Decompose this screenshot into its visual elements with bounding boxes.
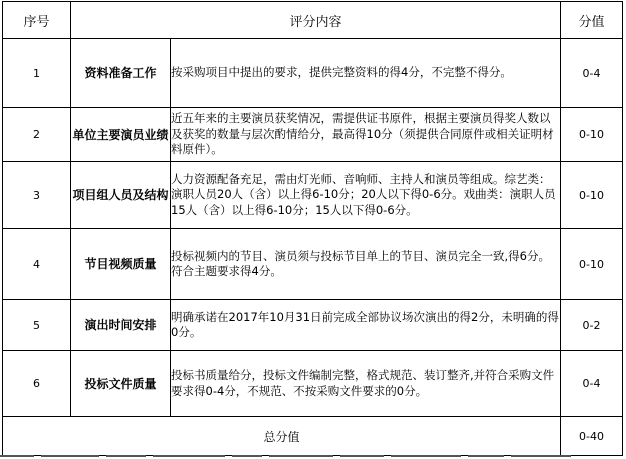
row-score: 0-10 <box>561 162 623 229</box>
table-row <box>3 162 623 229</box>
total-score: 0-40 <box>561 417 623 456</box>
row-index: 2 <box>3 108 71 162</box>
row-index: 6 <box>3 351 71 417</box>
cropped-text-line <box>0 451 626 459</box>
row-index: 1 <box>3 39 71 108</box>
row-score: 0-4 <box>561 39 623 108</box>
row-score: 0-2 <box>561 300 623 351</box>
row-description: 人力资源配备充足，需由灯光师、音响师、主持人和演员等组成。综艺类：演职人员20人（含）以上得6-10分；20人以下得0-6分。戏曲类：演职人员15人（含）以上得6-10分；15人以下得0-6分。 <box>171 162 561 229</box>
scoring-table <box>2 1 623 456</box>
header-index: 序号 <box>3 2 71 39</box>
header-score: 分值 <box>561 2 623 39</box>
table-row <box>3 229 623 300</box>
row-category: 项目组人员及结构 <box>71 162 171 229</box>
row-category: 资料准备工作 <box>71 39 171 108</box>
row-description: 投标视频内的节目、演员须与投标节目单上的节目、演员完全一致,得6分。符合主题要求得4分。 <box>171 229 561 300</box>
row-description: 明确承诺在2017年10月31日前完成全部协议场次演出的得2分，未明确的得0分。 <box>171 300 561 351</box>
table-row <box>3 39 623 108</box>
row-description: 投标书质量给分，投标文件编制完整，格式规范、装订整齐,并符合采购文件要求得0-4分，不规范、不按采购文件要求的0分。 <box>171 351 561 417</box>
table-row <box>3 300 623 351</box>
header-content: 评分内容 <box>71 2 561 39</box>
row-category: 节目视频质量 <box>71 229 171 300</box>
total-label: 总分值 <box>3 417 561 456</box>
row-score: 0-10 <box>561 108 623 162</box>
row-category: 单位主要演员业绩 <box>71 108 171 162</box>
row-category: 投标文件质量 <box>71 351 171 417</box>
row-index: 3 <box>3 162 71 229</box>
table-header-row <box>3 2 623 39</box>
row-description: 按采购项目中提出的要求，提供完整资料的得4分，不完整不得分。 <box>171 39 561 108</box>
row-index: 4 <box>3 229 71 300</box>
row-score: 0-10 <box>561 229 623 300</box>
table-row <box>3 351 623 417</box>
row-index: 5 <box>3 300 71 351</box>
row-score: 0-4 <box>561 351 623 417</box>
row-description: 近五年来的主要演员获奖情况，需提供证书原件，根据主要演员得奖人数以及获奖的数量与层次酌情给分，最高得10分（须提供合同原件或相关证明材料原件）。 <box>171 108 561 162</box>
table-row <box>3 108 623 162</box>
row-category: 演出时间安排 <box>71 300 171 351</box>
total-row <box>3 417 623 456</box>
